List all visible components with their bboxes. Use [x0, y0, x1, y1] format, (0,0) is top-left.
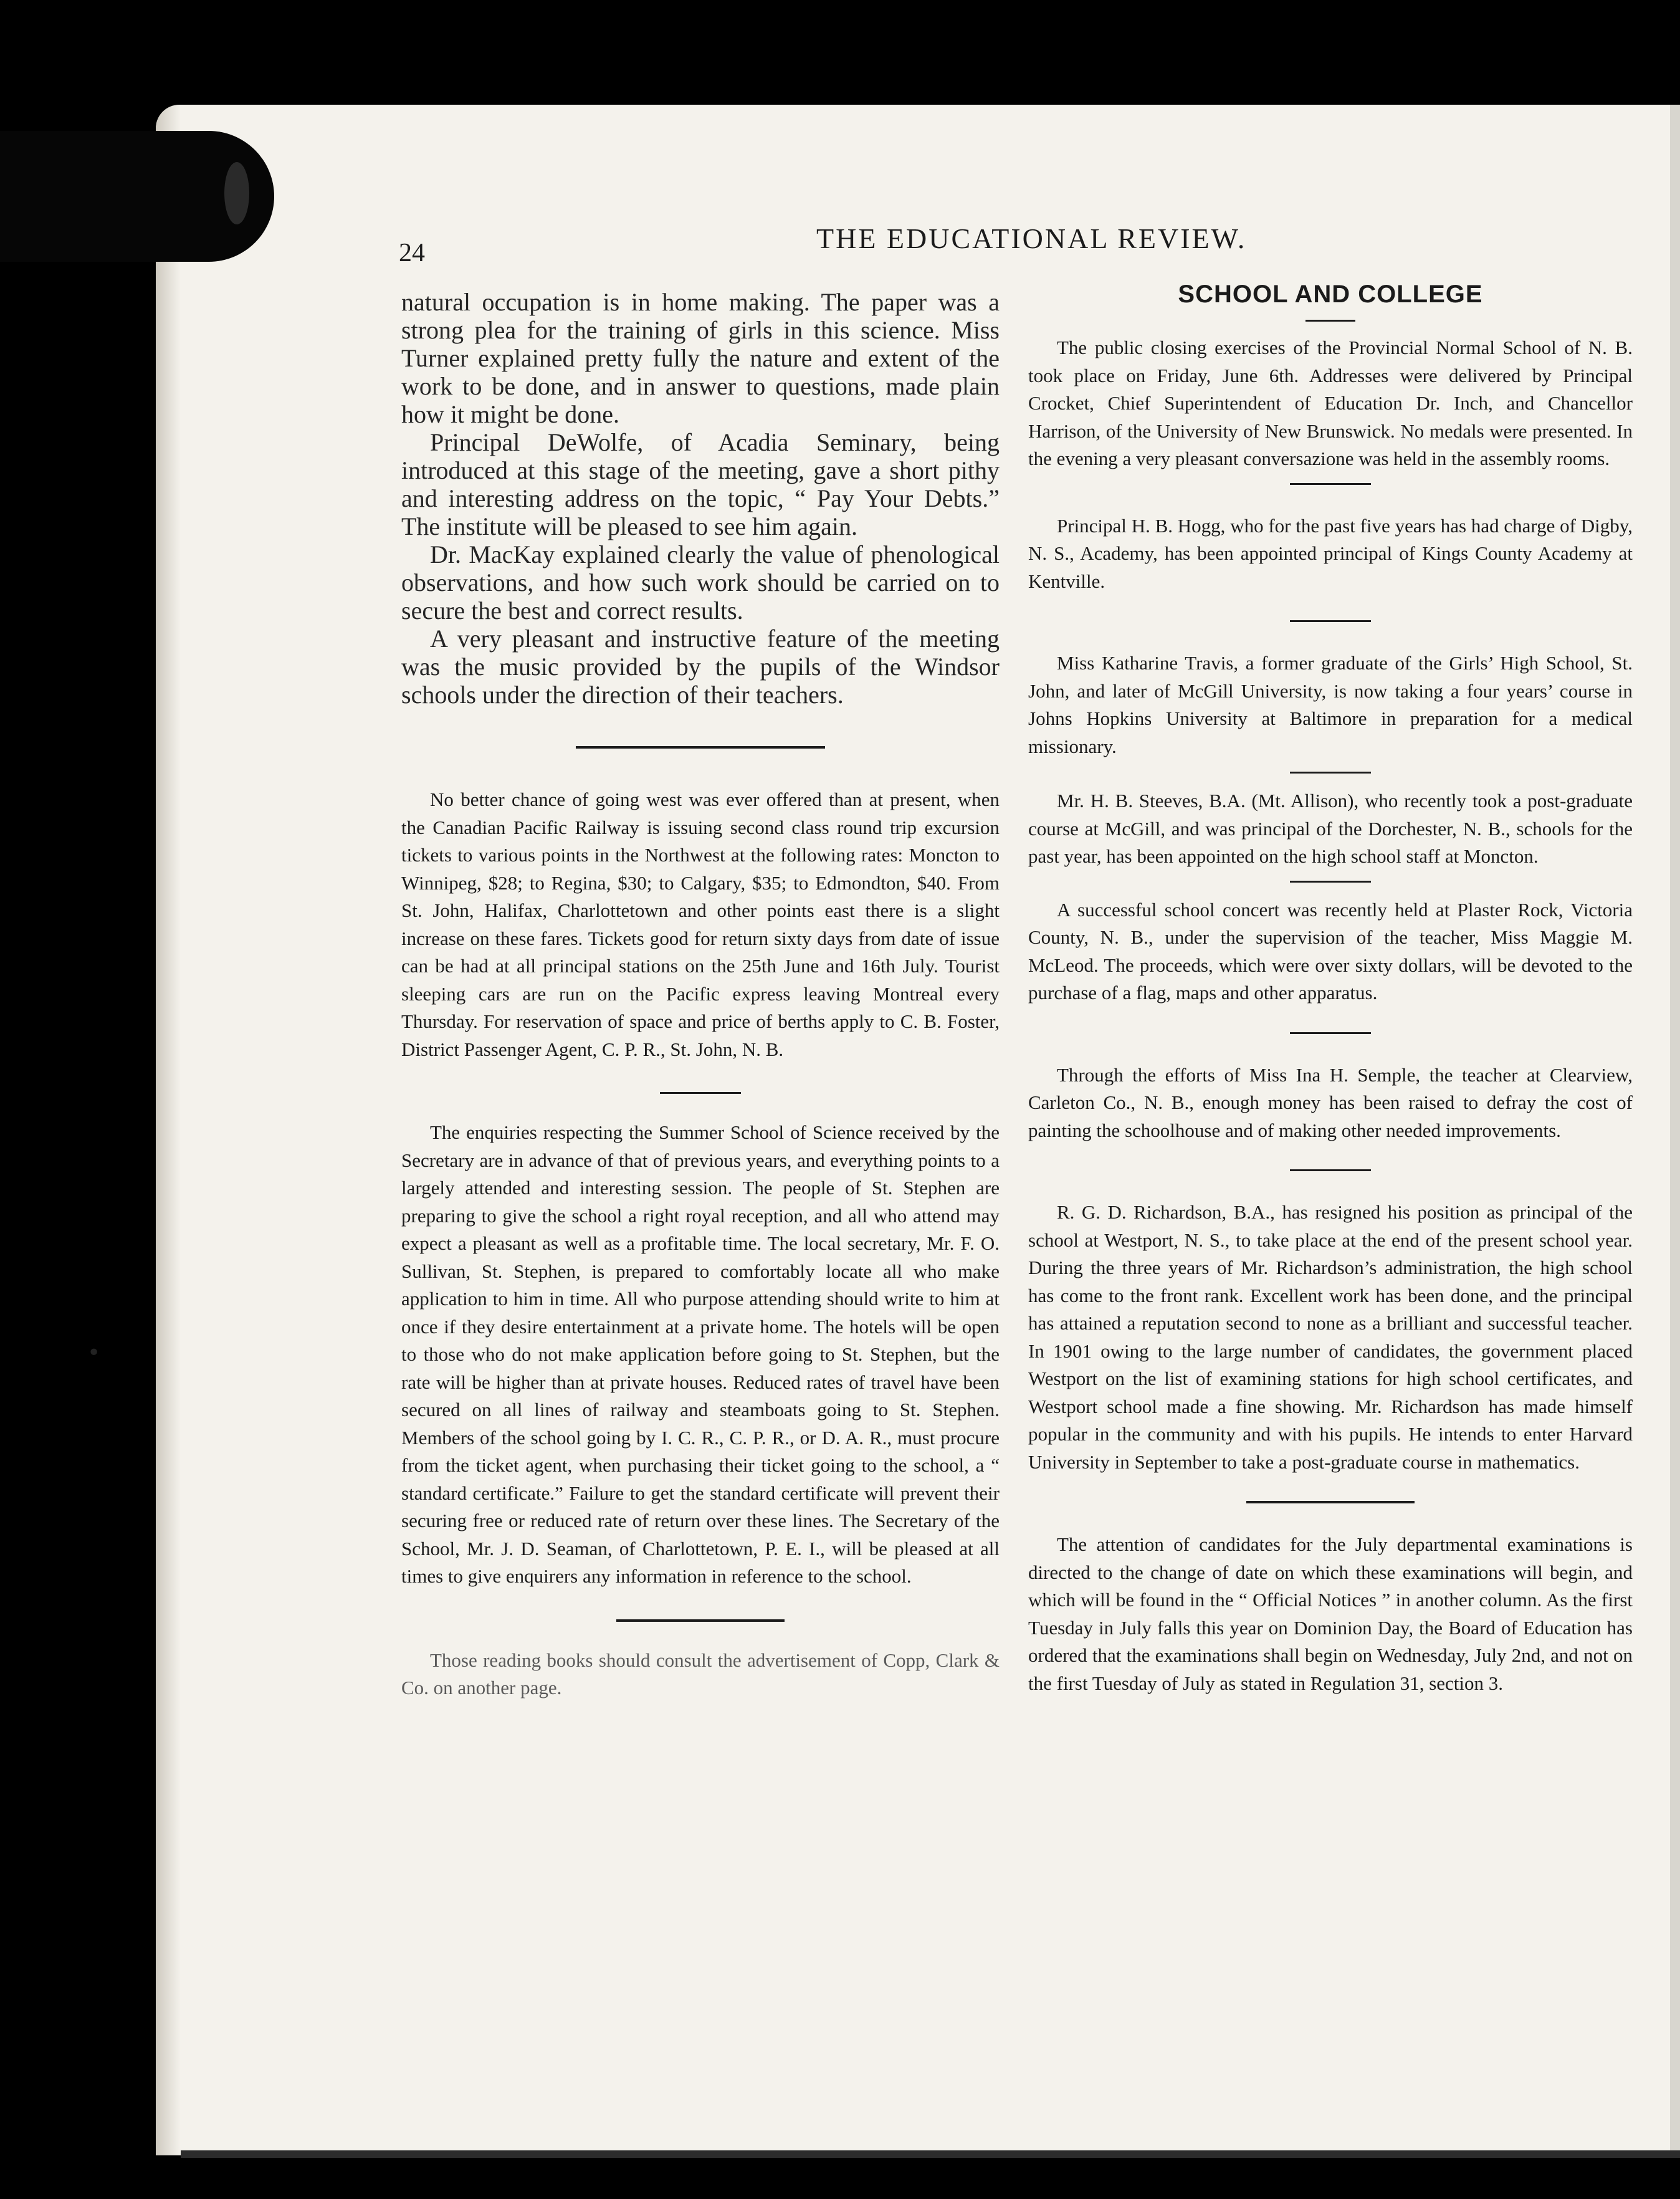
divider-rule	[1290, 1032, 1371, 1034]
page-number: 24	[399, 239, 425, 267]
article-paragraph: Dr. MacKay explained clearly the value of phenological observations, and how such work should be carried on to secure the best and correct results.	[401, 540, 1000, 625]
left-column	[401, 288, 1000, 1702]
news-item: The attention of candidates for the July departmental examinations is directed to the change of date on which these examinations will begin, and which will be found in the “ Official Notices ” in another column. As the first Tuesday in July falls this year on Dominion Day, the Board of Education has ordered that the examinations shall begin on Wednesday, July 2nd, and not on the first Tuesday of July as stated in Regulation 31, section 3.	[1028, 1533, 1633, 1694]
divider-rule	[1246, 1501, 1415, 1503]
divider-rule	[1290, 483, 1371, 485]
news-item: Through the efforts of Miss Ina H. Semple, the teacher at Clearview, Carleton Co., N. B., enough money has been raised to defray the cost of painting the schoolhouse and of making other needed improvements.	[1028, 1063, 1633, 1141]
divider-rule	[1290, 881, 1371, 883]
margin-mark-icon: •	[87, 1340, 101, 1366]
divider-rule	[1290, 620, 1371, 622]
binder-clip-icon	[0, 131, 274, 262]
title-rule	[1305, 320, 1355, 322]
news-item: R. G. D. Richardson, B.A., has resigned his position as principal of the school at Westport, N. S., to take place at the end of the present school year. During the three years of Mr. Richardson’s administration, the high school has come to the front rank. Excellent work has been done, and the principal has attained a reputation second to none as a brilliant and successful teacher. In 1901 owing to the large number of candidates, the government placed Westport on the list of examining stations for high school certificates, and Westport school made a fine showing. Mr. Richardson has made himself popular in the community and with his pupils. He intends to enter Harvard University in September to take a post-graduate course in mathematics.	[1028, 1201, 1633, 1473]
section-title: SCHOOL AND COLLEGE	[1178, 280, 1483, 308]
page-bottom-edge	[181, 2150, 1680, 2158]
news-item: The public closing exercises of the Provincial Normal School of N. B. took place on Friday, June 6th. Addresses were delivered by Principal Crocket, Chief Superintendent of Education Dr. Inch, and Chancellor Harrison, of the University of New Brunswick. No medals were presented. In the evening a very pleasant conversazione was held in the assembly rooms.	[1028, 337, 1633, 469]
news-item: Mr. H. B. Steeves, B.A. (Mt. Allison), who recently took a post-graduate course at McGill, and was principal of the Dorchester, N. B., schools for the past year, has been appointed on the high school staff at Moncton.	[1028, 790, 1633, 867]
right-column	[1028, 280, 1633, 1697]
divider-rule	[1290, 1169, 1371, 1171]
divider-rule	[576, 746, 825, 749]
article-paragraph: natural occupation is in home making. The paper was a strong plea for the training of girls in this science. Miss Turner explained pretty fully the nature and extent of the work to be done, and in answer to questions, made plain how it might be done.	[401, 288, 1000, 428]
article-paragraph: A very pleasant and instructive feature of the meeting was the music provided by the pupils of the Windsor schools under the direction of their teachers.	[401, 625, 1000, 709]
running-head: THE EDUCATIONAL REVIEW.	[816, 223, 1247, 254]
news-item: A successful school concert was recently held at Plaster Rock, Victoria County, N. B., under the supervision of the teacher, Miss Maggie M. McLeod. The proceeds, which were over sixty dollars, will be devoted to the purchase of a flag, maps and other apparatus.	[1028, 898, 1633, 1004]
notice-paragraph: No better chance of going west was ever offered than at present, when the Canadian Pacific Railway is issuing second class round trip excursion tickets to various points in the Northwest at the following rates: Moncton to Winnipeg, $28; to Regina, $30; to Calgary, $35; to Edmondton, $40. From St. John, Halifax, Charlottetown and other points east there is a slight increase on these fares. Tickets good for return sixty days from date of issue can be had at all principal stations on the 25th June and 16th July. Tourist sleeping cars are run on the Pacific express leaving Montreal every Thursday. For reservation of space and price of berths apply to C. B. Foster, District Passenger Agent, C. P. R., St. John, N. B.	[401, 788, 1000, 1060]
page-curl-shadow	[156, 105, 181, 2155]
divider-rule	[660, 1092, 741, 1094]
divider-rule	[1290, 772, 1371, 774]
divider-rule	[616, 1619, 785, 1622]
notice-paragraph: Those reading books should consult the advertisement of Copp, Clark & Co. on another page.	[401, 1649, 1000, 1698]
news-item: Miss Katharine Travis, a former graduate of the Girls’ High School, St. John, and later of McGill University, is now taking a four years’ course in Johns Hopkins University at Baltimore in preparation for a medical missionary.	[1028, 652, 1633, 757]
news-item: Principal H. B. Hogg, who for the past five years has had charge of Digby, N. S., Academy, has been appointed principal of Kings County Academy at Kentville.	[1028, 514, 1633, 592]
notice-paragraph: The enquiries respecting the Summer School of Science received by the Secretary are in advance of that of previous years, and everything points to a largely attended and interesting session. The people of St. Stephen are preparing to give the school a right royal reception, and all who attend may expect a pleasant as well as a profitable time. The local secretary, Mr. F. O. Sullivan, St. Stephen, is prepared to comfortably locate all who make application to him in time. All who purpose attending should write to him at once if they desire entertainment at a private home. The hotels will be open to those who do not make application before going to St. Stephen, but the rate will be higher than at private houses. Reduced rates of travel have been secured on all lines of railway and steamboats going to St. Stephen. Members of the school going by I. C. R., C. P. R., or D. A. R., must procure from the ticket agent, when purchasing their ticket going to the school, a “ standard certificate.” Failure to get the standard certificate will prevent their securing free or reduced rate of return over these lines. The Secretary of the School, Mr. J. D. Seaman, of Charlottetown, P. E. I., will be pleased at all times to give enquirers any information in reference to the school.	[401, 1121, 1000, 1587]
article-paragraph: Principal DeWolfe, of Acadia Seminary, being introduced at this stage of the meeting, gave a short pithy and interesting address on the topic, “ Pay Your Debts.” The institute will be pleased to see him again.	[401, 428, 1000, 540]
page-right-edge	[1670, 105, 1680, 2155]
